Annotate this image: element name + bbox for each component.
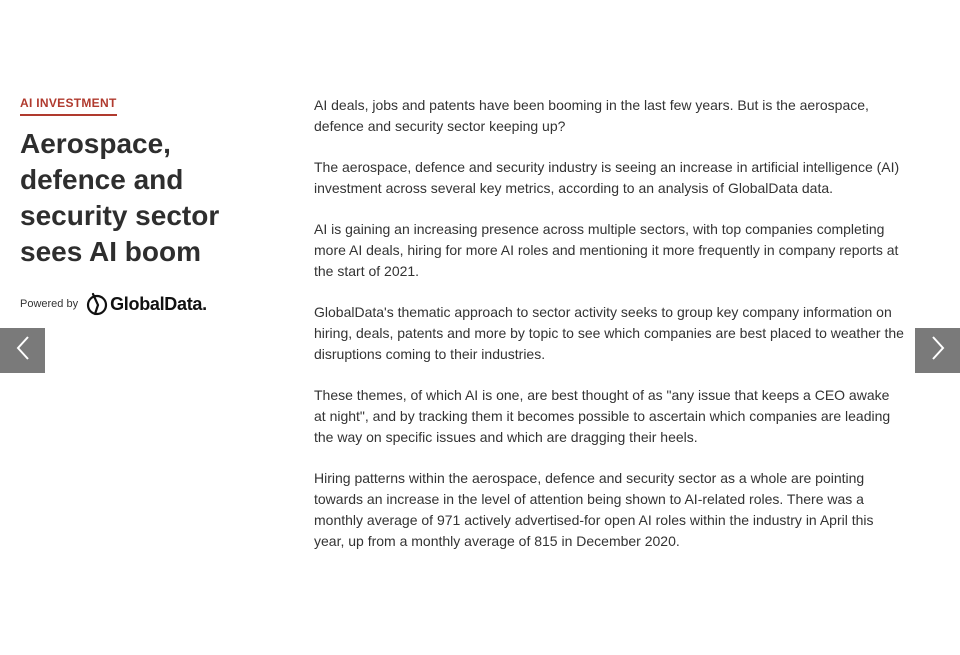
article-body: [314, 95, 904, 572]
category-tag[interactable]: AI INVESTMENT: [20, 96, 117, 116]
globaldata-logo[interactable]: [86, 292, 207, 316]
article-header: [20, 94, 270, 316]
article-paragraph: These themes, of which AI is one, are best thought of as "any issue that keeps a CEO awake at night", and by tracking them it becomes possible to ascertain which companies are leading the way on specific issues and which are dragging their heels.: [314, 387, 891, 445]
globaldata-mark-icon: [86, 292, 108, 316]
powered-by-label: Powered by: [20, 298, 79, 310]
article-paragraph: GlobalData's thematic approach to sector activity seeks to group key company information on hiring, deals, patents and more by topic to see which companies are best placed to weather the disruptions coming to their industries.: [314, 304, 904, 362]
powered-by: [20, 292, 270, 316]
page-title: Aerospace, defence and security sector sees AI boom: [20, 128, 220, 267]
chevron-right-icon: [930, 335, 946, 366]
article-paragraph: Hiring patterns within the aerospace, defence and security sector as a whole are pointing towards an increase in the level of attention being shown to AI-related roles. There was a monthly average of 971 actively advertised-for open AI roles within the industry in April this year, up from a monthly average of 815 in December 2020.: [314, 470, 874, 549]
globaldata-wordmark: GlobalData.: [110, 293, 207, 314]
article-paragraph: AI is gaining an increasing presence across multiple sectors, with top companies completing more AI deals, hiring for more AI roles and mentioning it more frequently in company reports at the start of 2021.: [314, 221, 899, 279]
previous-slide-button[interactable]: [0, 328, 45, 373]
article-paragraph: AI deals, jobs and patents have been booming in the last few years. But is the aerospace, defence and security sector keeping up?: [314, 97, 869, 134]
next-slide-button[interactable]: [915, 328, 960, 373]
chevron-left-icon: [15, 335, 31, 366]
article-paragraph: The aerospace, defence and security industry is seeing an increase in artificial intelligence (AI) investment across several key metrics, according to an analysis of GlobalData data.: [314, 159, 900, 196]
